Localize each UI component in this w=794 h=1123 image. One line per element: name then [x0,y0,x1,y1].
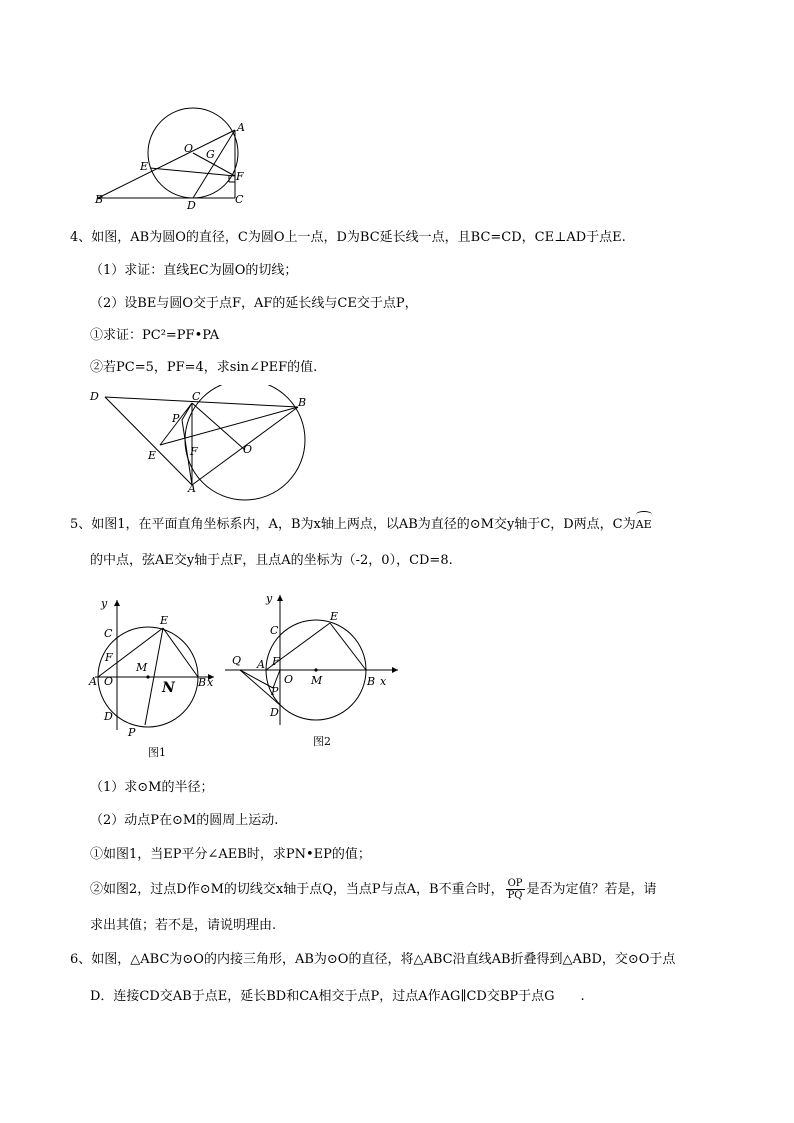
label-E: E [160,614,169,627]
label-B: B [367,675,376,688]
label-E: E [148,449,157,462]
q6-line1: 如图，△ABC为⊙O的内接三角形，AB为⊙O的直径，将△ABC沿直线AB折叠得到△ABD，交⊙O于点 [91,952,676,967]
label-D: D [187,199,196,212]
label-A: A [257,658,265,671]
q5-line1: 如图1，在平面直角坐标系内，A，B为x轴上两点，以AB为直径的⊙M交y轴于C，D两点，C为 [91,517,636,532]
q5-part2-2-cont: 求出其值；若不是，请说明理由. [90,918,277,933]
label-M: M [311,674,323,687]
label-A: A [89,675,97,688]
q6-statement-line2: D．连接CD交AB于点E，延长BD和CA相交于点P，过点A作AG∥CD交BP于点G . [90,989,585,1004]
q6-number: 6、 [70,952,92,967]
q5-part2: （2）动点P在⊙M的圆周上运动. [90,813,279,828]
ratio-op-pq [506,878,525,901]
q5-statement-line2: 的中点，弦AE交y轴于点F，且点A的坐标为（-2，0），CD=8. [90,553,453,568]
fraction-numerator: OP [507,878,523,889]
label-F: F [236,170,244,183]
figure-q4 [85,385,315,510]
label-E: E [330,610,339,623]
label-x: x [380,675,387,688]
q5-part2-2-tail: 是否为定值？若是，请 [526,882,657,897]
q5-statement-line1 [70,516,652,534]
label-P: P [271,685,279,698]
q6-statement-line1 [70,951,675,969]
label-D: D [104,710,113,723]
label-Q: Q [232,654,242,667]
label-E: E [140,160,149,173]
figure-q5-2 [222,588,404,753]
q4-part2-2: ②若PC=5，PF=4，求sin∠PEF的值. [90,360,318,375]
label-C: C [270,624,279,637]
figure-q3 [85,105,260,215]
figure-1-caption: 图1 [148,746,166,759]
label-A: A [188,482,196,495]
label-C: C [104,627,113,640]
label-P: P [172,412,180,425]
label-B: B [198,676,207,689]
label-F: F [272,655,280,668]
label-D: D [90,390,99,403]
figure-q5-1 [88,592,220,762]
q5-part2-1: ①如图1，当EP平分∠AEB时，求PN•EP的值； [90,847,371,862]
label-D: D [270,706,279,719]
label-y: y [266,592,273,605]
q4-line1: 如图，AB为圆O的直径，C为圆O上一点，D为BC延长线一点，且BC=CD，CE⊥AD于点E. [91,230,626,245]
label-y: y [101,597,108,610]
q4-statement [70,229,626,247]
q4-part2-1: ①求证：PC²=PF•PA [90,328,220,343]
label-A: A [237,121,245,134]
q5-part2-2 [90,876,657,904]
label-F: F [190,445,198,458]
label-O: O [243,443,253,456]
q5-number: 5、 [70,517,92,532]
q4-number: 4、 [70,230,92,245]
label-B: B [298,396,307,409]
label-O: O [284,673,294,686]
q5-part1: （1）求⊙M的半径； [90,780,214,795]
label-M: M [136,661,148,674]
arc-ae-label: AE [636,516,652,534]
label-B: B [95,193,104,206]
q4-part1: （1）求证：直线EC为圆O的切线； [90,263,298,278]
figure-2-caption: 图2 [313,735,331,748]
label-O: O [104,675,114,688]
fraction-denominator: PQ [507,890,523,901]
label-N: N [162,680,175,696]
label-F: F [105,651,113,664]
label-x: x [207,676,214,689]
label-C: C [235,193,244,206]
label-P: P [128,726,136,739]
q4-part2: （2）设BE与圆O交于点F，AF的延长线与CE交于点P， [90,296,418,311]
label-C: C [192,390,201,403]
label-G: G [206,148,215,161]
q5-part2-2-lead: ②如图2，过点D作⊙M的切线交x轴于点Q，当点P与点A，B不重合时， [90,882,504,897]
label-O: O [184,142,194,155]
